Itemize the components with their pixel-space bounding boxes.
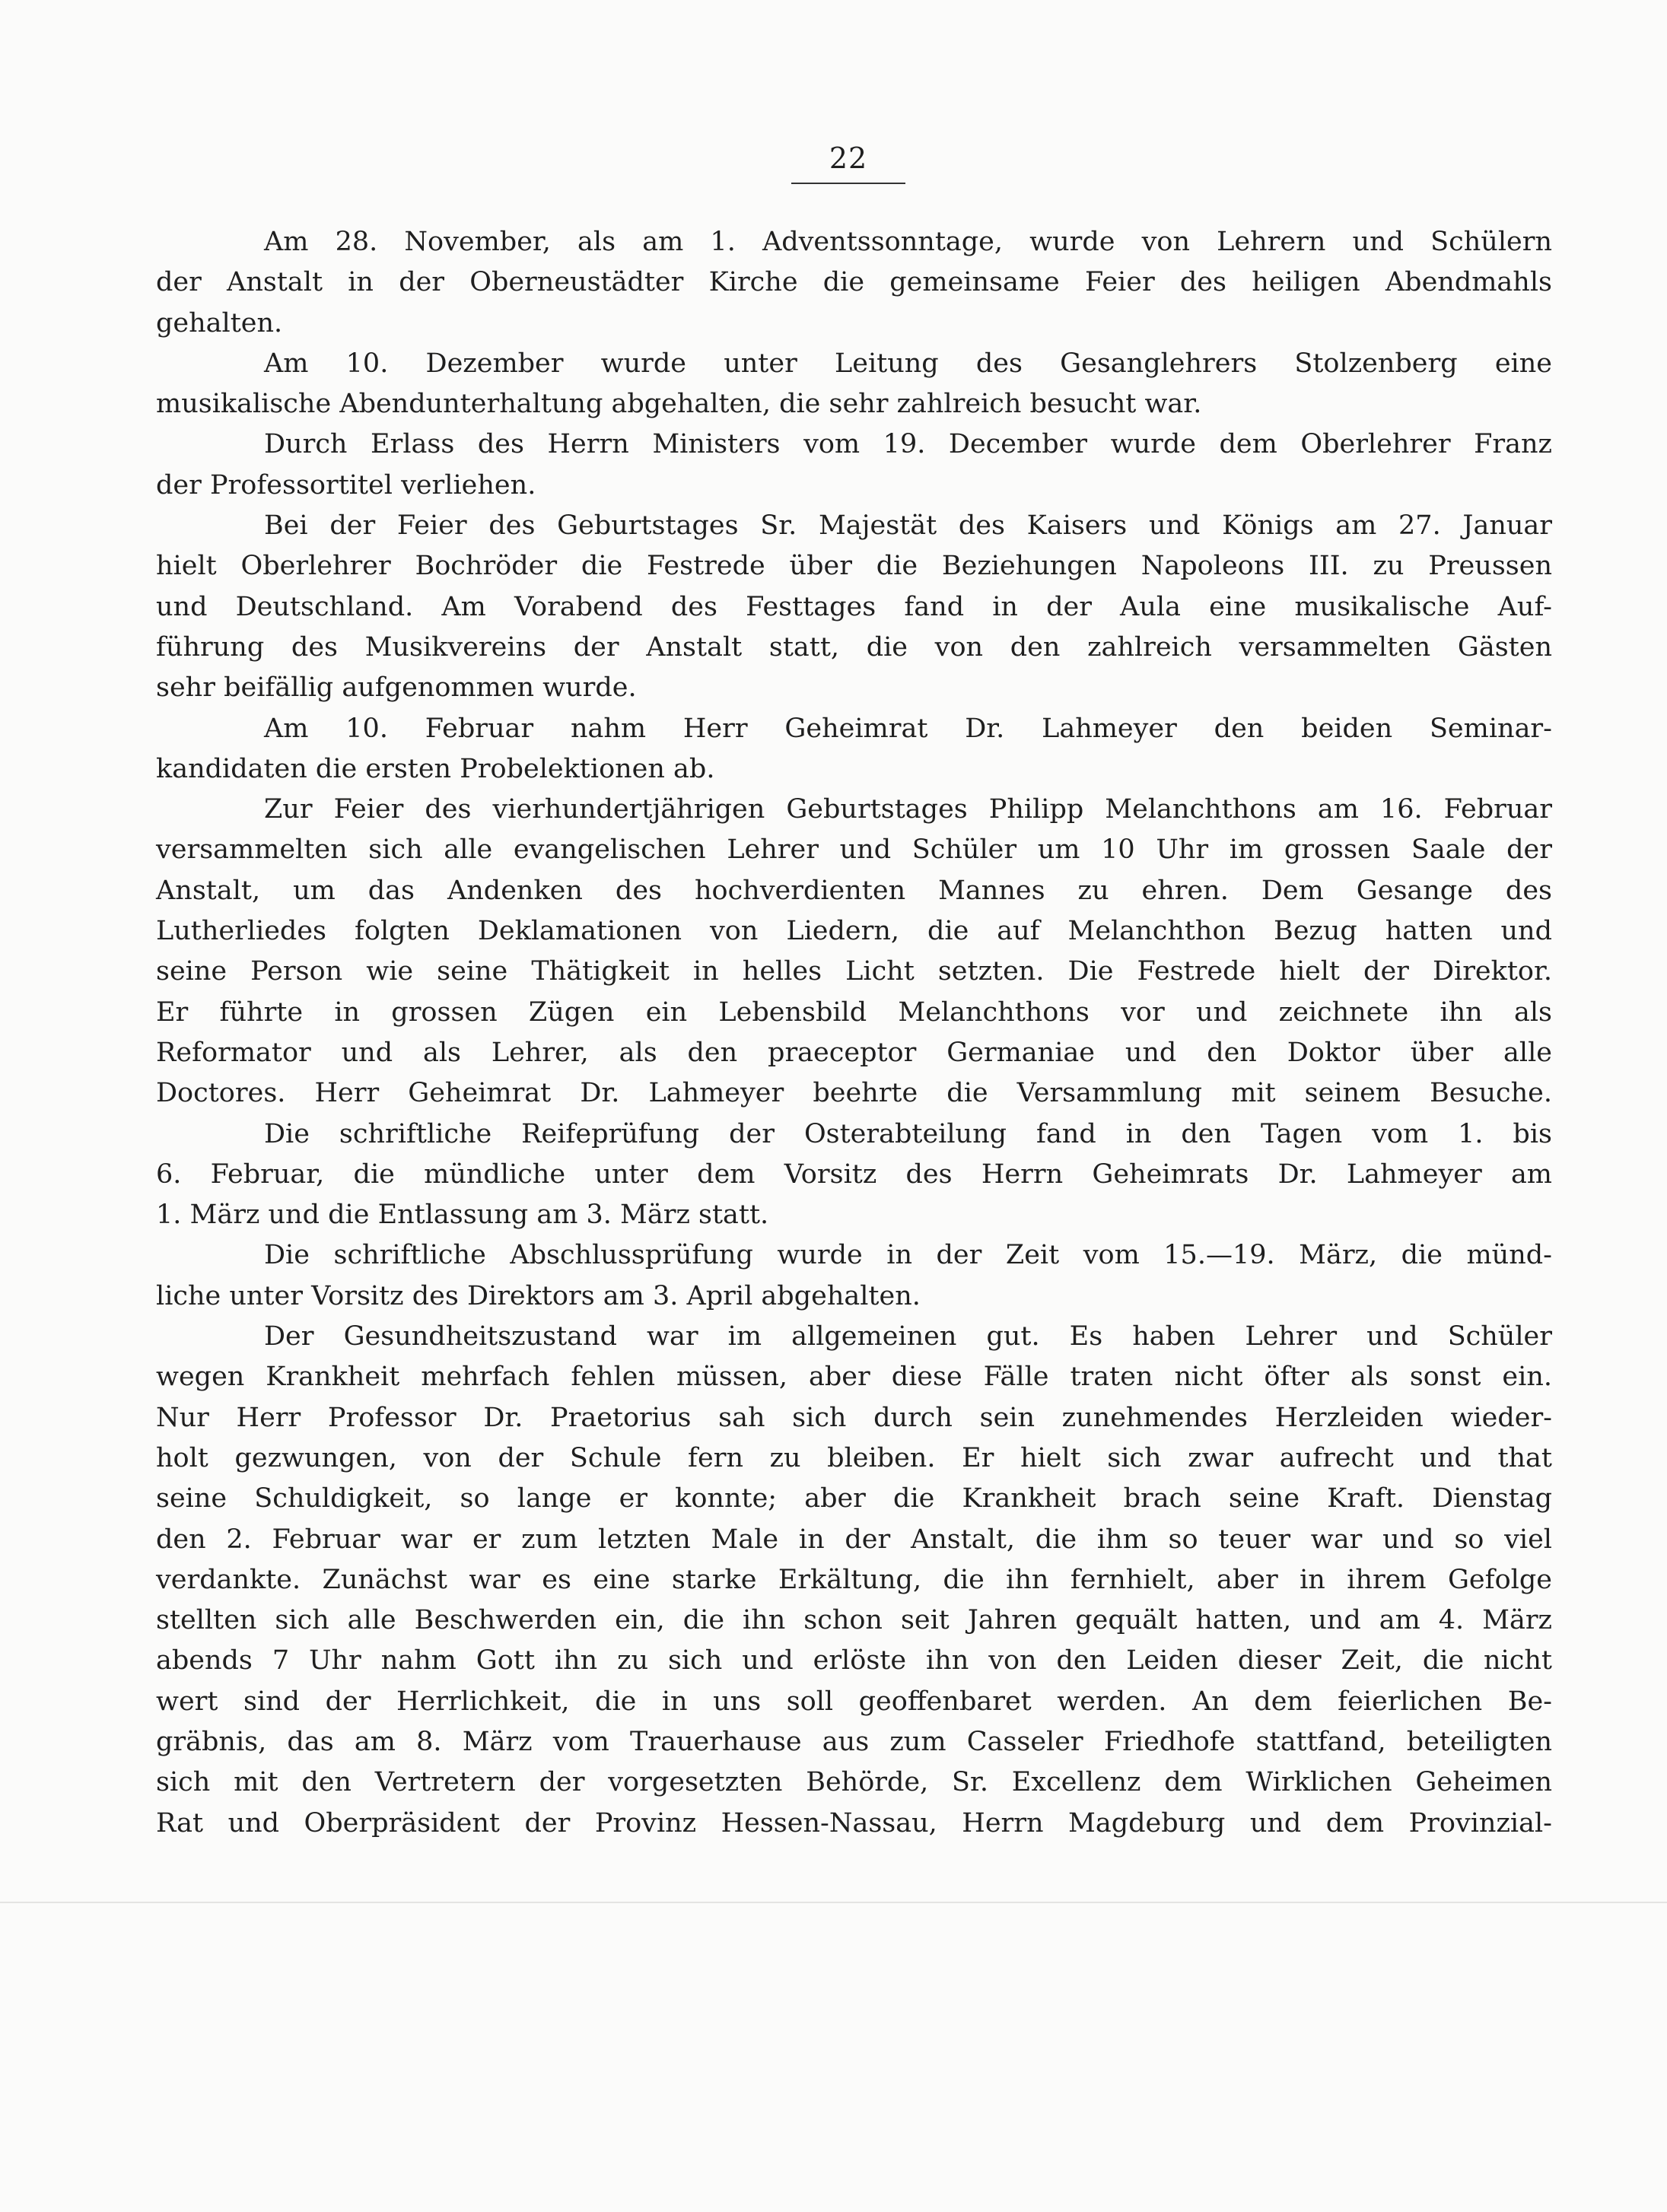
text-line: Rat und Oberpräsident der Provinz Hessen-Nassau, Herrn Magdeburg und dem Provinzial- <box>156 1807 1552 1839</box>
text-line: Durch Erlass des Herrn Ministers vom 19. December wurde dem Oberlehrer Franz <box>264 429 1552 460</box>
page-number: 22 <box>829 141 868 175</box>
text-line: musikalische Abendunterhaltung abgehalten, die sehr zahlreich besucht war. <box>156 389 1202 420</box>
text-line: Die schriftliche Abschlussprüfung wurde in der Zeit vom 15.—19. März, die münd- <box>264 1240 1552 1271</box>
text-line: Am 10. Dezember wurde unter Leitung des Gesanglehrers Stolzenberg eine <box>264 348 1552 379</box>
text-line: hielt Oberlehrer Bochröder die Festrede über die Beziehungen Napoleons III. zu Preussen <box>156 551 1552 582</box>
text-line: 1. März und die Entlassung am 3. März statt. <box>156 1200 769 1231</box>
text-line: wegen Krankheit mehrfach fehlen müssen, aber diese Fälle traten nicht öfter als sonst ein. <box>156 1362 1552 1393</box>
text-line: und Deutschland. Am Vorabend des Festtages fand in der Aula eine musikalische Auf- <box>156 591 1552 622</box>
text-line: versammelten sich alle evangelischen Lehrer und Schüler um 10 Uhr im grossen Saale der <box>156 834 1552 866</box>
text-line: Der Gesundheitszustand war im allgemeinen gut. Es haben Lehrer und Schüler <box>264 1321 1552 1352</box>
body-text <box>156 222 1552 1844</box>
text-line: liche unter Vorsitz des Direktors am 3. April abgehalten. <box>156 1280 921 1311</box>
text-line: sich mit den Vertretern der vorgesetzten Behörde, Sr. Excellenz dem Wirklichen Geheimen <box>156 1767 1552 1798</box>
page-number-rule <box>791 183 905 184</box>
text-line: Anstalt, um das Andenken des hochverdienten Mannes zu ehren. Dem Gesange des <box>156 875 1552 906</box>
text-line: Reformator und als Lehrer, als den praeceptor Germaniae und den Doktor über alle <box>156 1037 1552 1068</box>
text-line: Lutherliedes folgten Deklamationen von Liedern, die auf Melanchthon Bezug hatten und <box>156 916 1552 947</box>
text-line: Doctores. Herr Geheimrat Dr. Lahmeyer beehrte die Versammlung mit seinem Besuche. <box>156 1078 1552 1109</box>
text-line: 6. Februar, die mündliche unter dem Vorsitz des Herrn Geheimrats Dr. Lahmeyer am <box>156 1158 1552 1190</box>
text-line: gräbnis, das am 8. März vom Trauerhause aus zum Casseler Friedhofe stattfand, beteiligten <box>156 1726 1552 1757</box>
text-line: gehalten. <box>156 307 283 338</box>
text-line: Nur Herr Professor Dr. Praetorius sah sich durch sein zunehmendes Herzleiden wieder- <box>156 1402 1552 1433</box>
text-line: führung des Musikvereins der Anstalt statt, die von den zahlreich versammelten Gästen <box>156 631 1552 663</box>
text-line: der Anstalt in der Oberneustädter Kirche die gemeinsame Feier des heiligen Abendmahls <box>156 267 1552 298</box>
text-line: Die schriftliche Reifeprüfung der Osterabteilung fand in den Tagen vom 1. bis <box>264 1118 1552 1149</box>
text-line: abends 7 Uhr nahm Gott ihn zu sich und erlöste ihn von den Leiden dieser Zeit, die nicht <box>156 1645 1552 1676</box>
text-line: verdankte. Zunächst war es eine starke Erkältung, die ihn fernhielt, aber in ihrem Gefolge <box>156 1564 1552 1595</box>
scan-edge-rule <box>0 1902 1667 1903</box>
text-line: Am 10. Februar nahm Herr Geheimrat Dr. Lahmeyer den beiden Seminar- <box>264 713 1552 744</box>
text-line: Er führte in grossen Zügen ein Lebensbild Melanchthons vor und zeichnete ihn als <box>156 996 1552 1028</box>
text-line: Bei der Feier des Geburtstages Sr. Majestät des Kaisers und Königs am 27. Januar <box>264 510 1552 542</box>
text-line: seine Person wie seine Thätigkeit in helles Licht setzten. Die Festrede hielt der Direktor. <box>156 956 1552 987</box>
text-line: holt gezwungen, von der Schule fern zu bleiben. Er hielt sich zwar aufrecht und that <box>156 1442 1552 1473</box>
text-line: der Professortitel verliehen. <box>156 469 536 501</box>
text-line: seine Schuldigkeit, so lange er konnte; aber die Krankheit brach seine Kraft. Dienstag <box>156 1483 1552 1514</box>
text-line: stellten sich alle Beschwerden ein, die ihn schon seit Jahren gequält hatten, und am 4. März <box>156 1605 1552 1636</box>
text-line: Zur Feier des vierhundertjährigen Geburtstages Philipp Melanchthons am 16. Februar <box>264 794 1552 825</box>
text-line: wert sind der Herrlichkeit, die in uns soll geoffenbaret werden. An dem feierlichen Be- <box>156 1686 1552 1717</box>
text-line: kandidaten die ersten Probelektionen ab. <box>156 753 715 784</box>
text-line: sehr beifällig aufgenommen wurde. <box>156 672 637 704</box>
text-line: Am 28. November, als am 1. Adventssonntage, wurde von Lehrern und Schülern <box>264 227 1552 257</box>
text-line: den 2. Februar war er zum letzten Male in der Anstalt, die ihm so teuer war und so viel <box>156 1524 1552 1555</box>
